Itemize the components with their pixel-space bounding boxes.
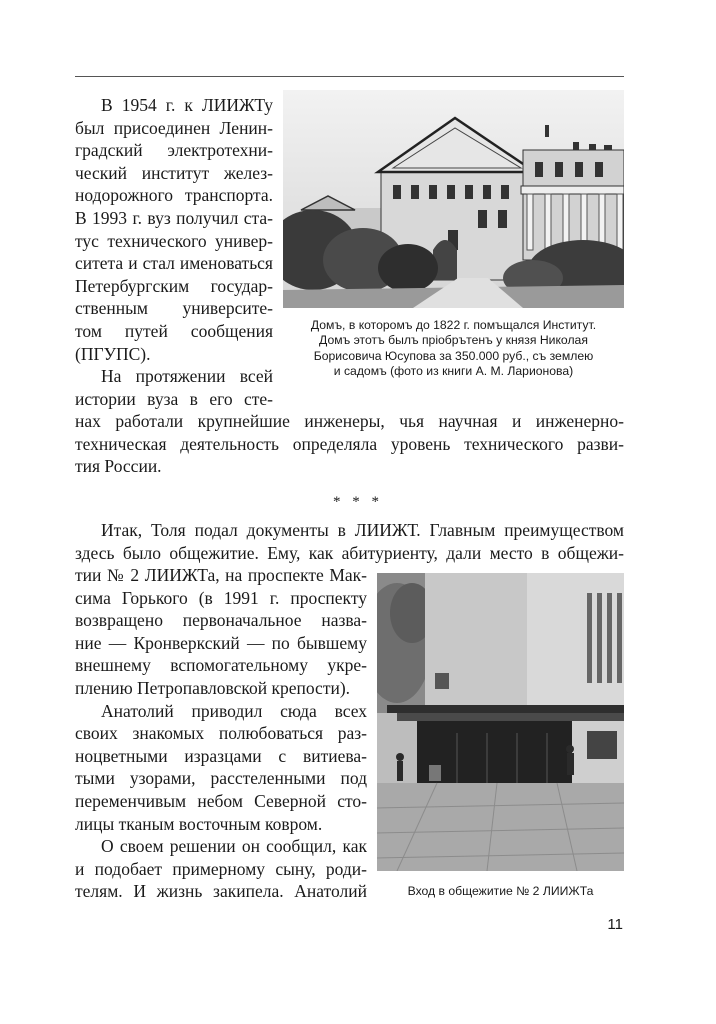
text-line: истории вуза в его сте- [75, 388, 273, 409]
text-line: ноцветными изразцами с витиева- [75, 745, 367, 766]
historic-mansion-photo [283, 90, 624, 308]
text-line: тыми узорами, расстеленными под [75, 768, 367, 789]
text-line: На протяжении всей [101, 366, 273, 387]
text-line: нах работали крупнейшие инженеры, чья научная и инженерно- [75, 411, 624, 431]
text-line: плению Петропавловской крепости). [75, 677, 351, 698]
text-line: О своем решении он сообщил, как [101, 836, 367, 857]
text-line: Анатолий приводил сюда всех [101, 700, 367, 721]
paragraph-dormitory [75, 564, 367, 903]
text-line: Петербургским государ- [75, 275, 273, 296]
text-line: техническая деятельность определяла уровень технического разви- [75, 433, 624, 454]
text-line: внешнему вспомогательному укре- [75, 655, 367, 676]
text-line: был присоединен Ленин- [75, 117, 273, 138]
text-line: ческий институт желез- [75, 162, 273, 183]
text-line: В 1954 г. к ЛИИЖТу [101, 95, 273, 115]
section-separator: * * * [333, 494, 383, 510]
text-line: тии № 2 ЛИИЖТа, на проспекте Мак- [75, 565, 367, 585]
text-line: ние — Кронверкский — по бывшему [75, 632, 367, 653]
text-line: телям. И жизнь закипела. Анатолий [75, 881, 367, 902]
text-line: лицы тканым восточным ковром. [75, 813, 323, 834]
text-line: (ПГУПС). [75, 343, 151, 364]
text-line: нодорожного транспорта. [75, 185, 273, 206]
page-number: 11 [607, 916, 623, 933]
text-line: здесь было общежитие. Ему, как абитуриенту, дали место в общежи- [75, 542, 624, 563]
text-line: переменчивым небом Северной сто- [75, 790, 367, 811]
caption-line: и садомъ (фото из книги А. М. Ларионова) [333, 364, 574, 379]
historic-mansion-caption [283, 318, 624, 380]
dormitory-entrance-photo [377, 573, 624, 871]
text-line: и подобает примерному сыну, роди- [75, 858, 367, 879]
header-rule [75, 76, 624, 77]
text-line: ситета и стал именоваться [75, 253, 273, 274]
paragraph-liizht-history [75, 94, 273, 410]
caption-line: Борисовича Юсупова за 350.000 руб., съ землею [313, 348, 594, 363]
text-line: Итак, Толя подал документы в ЛИИЖТ. Главным преимуществом [101, 520, 624, 540]
paragraph-liizht-engineers [75, 410, 624, 478]
text-line: тус технического универ- [75, 230, 273, 251]
text-line: градский электротехни- [75, 140, 273, 161]
caption-line: Домъ этотъ былъ пріобрътенъ у князя Николая [319, 333, 588, 348]
paragraph-dormitory-intro [75, 519, 624, 564]
text-line: сима Горького (в 1991 г. проспекту [75, 587, 367, 608]
text-line: том путей сообщения [75, 320, 273, 341]
text-line: В 1993 г. вуз получил ста- [75, 207, 273, 228]
text-line: своих знакомых полюбоваться раз- [75, 723, 367, 744]
caption-line: Домъ, в которомъ до 1822 г. помъщался Институт. [310, 318, 597, 332]
dormitory-entrance-caption: Вход в общежитие № 2 ЛИИЖТа [407, 884, 594, 898]
text-line: ственным университе- [75, 298, 273, 319]
text-line: возвращено первоначальное назва- [75, 610, 367, 631]
text-line: тия России. [75, 456, 162, 477]
